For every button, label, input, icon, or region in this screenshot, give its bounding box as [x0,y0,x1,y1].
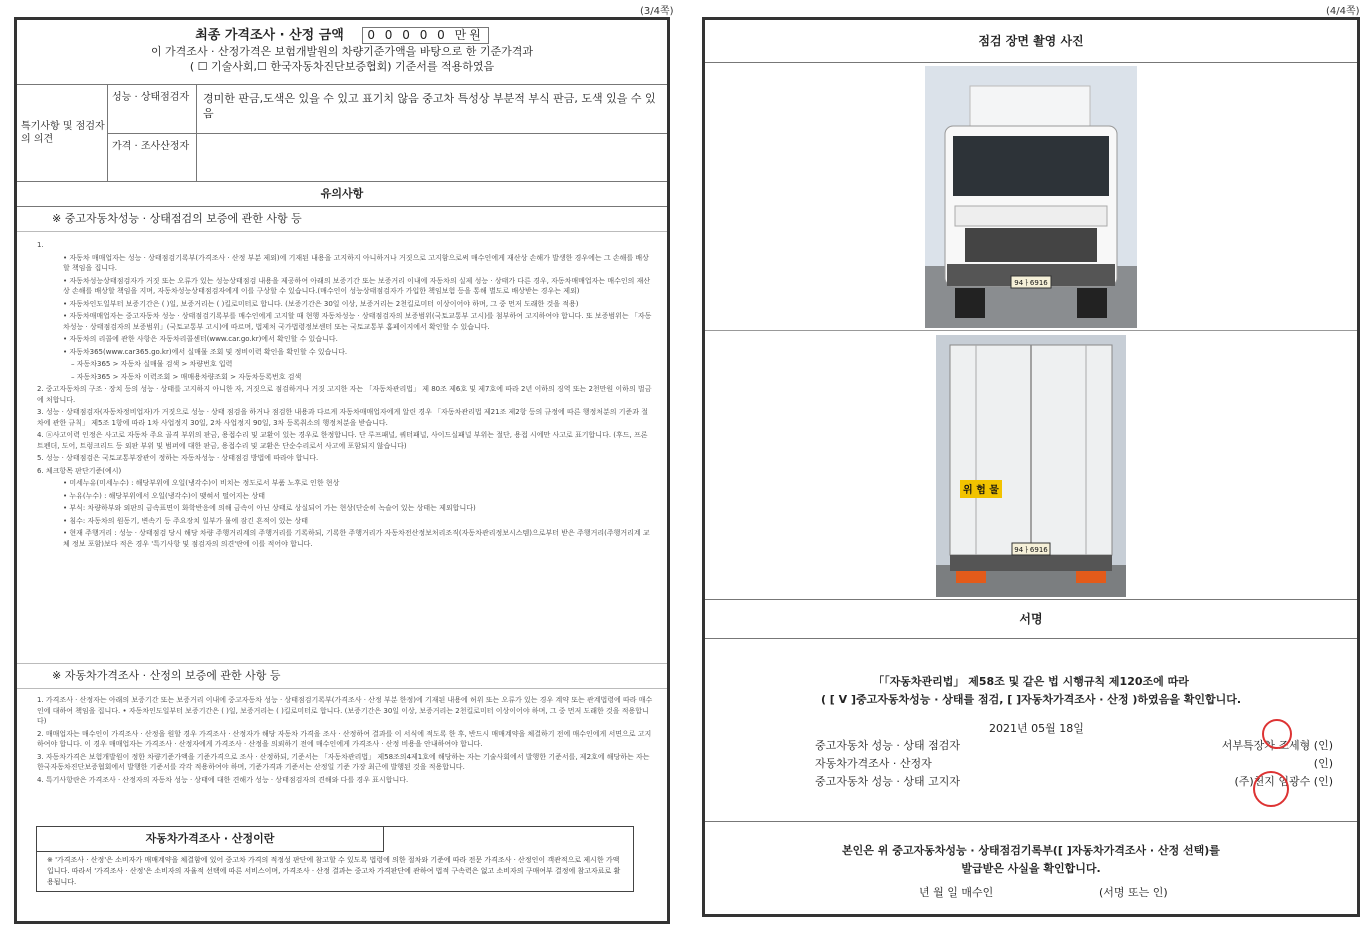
section1-body [17,232,667,664]
list-item: 4. ⓐ사고이력 인정은 사고로 자동차 주요 골격 부위의 판금, 용접수리 및 교환이 있는 경우로 한정합니다. 단 루프패널, 쿼터패널, 사이드실패널 부위는 절단, 용접 시에만 사고로 표기합니다. (후드, 프론트펜더, 도어, 트렁크리드 등 외판 부위 및 범퍼에 대한 판금, 용접수리 및 교환은 단순수리로서 사고에 포함되지 않습니다) [37,431,648,450]
signature-section [705,639,1357,822]
list-item: 3. 성능 · 상태점검자(자동차정비업자)가 거짓으로 성능 · 상태 점검을 하거나 점검한 내용과 다르게 자동차매매업자에게 알린 경우 「자동차관리법 제21조 제2항 등의 규정에 따른 행정처분의 기준과 절차에 관한 규칙」 제5조 1항에 따라 1차 사업정지 30일, 2차 사업정지 90일, 3차 등록취소의 행정처분을 받습니다. [37,408,649,427]
sign-date: 2021년 05월 18일 [989,722,1084,735]
photo-heading: 점검 장면 촬영 사진 [705,20,1357,63]
left-page [14,17,670,924]
list-item: 3. 자동차가격은 보험개발원이 정한 차량기준가액을 기준가격으로 조사 · 산정하되, 기준서는 「자동차관리법」 제58조의4제1호에 해당하는 자는 기술사회에서 발행한 기준서를, 제2호에 해당하는 자는 한국자동차진단보증협회에서 발행한 기준서를 각각 적용하여야 하며, 기준가격과 기준서는 산정일 기준 가장 최근에 발행된 것을 적용합니다. [37,752,650,771]
list-item: • 미세누유(미세누수) : 해당부위에 오일(냉각수)이 비치는 정도로서 부품 노후로 인한 현상 [63,479,340,487]
list-item: • 자동차매매업자는 중고자동차 성능 · 상태점검기록부를 매수인에게 고지할 때 현행 자동차성능 · 상태점검자의 보증범위(국토교통부 고시)를 첨부하여 고지하여야 합니다. 또 보증범위는 「자동차성능 · 상태점검자의 보증범위」(국토교통부 고시)에 따르며, 법제처 국가법령정보센터 또는 국토교통부 홈페이지에서 확인할 수 있습니다. [63,312,652,331]
signer-label: 중고자동차 성능 · 상태 점검자 [815,739,960,752]
price-assessment-info-box [36,826,634,892]
final-price-line2: ( ☐ 기술사회,☐ 한국자동차진단보증협회) 기준서를 적용하였음 [189,60,495,73]
signature-heading: 서명 [705,600,1357,639]
final-price-section [17,20,667,85]
list-item: 6. 체크항목 판단기준(예시) [37,466,122,475]
list-item: 1. [37,241,44,249]
price-assessor-opinion [197,134,667,182]
inspector-opinion: 경미한 판금,도색은 있을 수 있고 표기치 않음 중고차 특성상 부분적 부식 판금, 도색 있을 수 있음 [203,92,656,120]
truck-front-photo [925,66,1137,328]
price-assessor-label: 가격 · 조사산정자 [108,134,197,182]
hazard-label-text: 위 험 물 [963,485,999,496]
signer-row-inspector [815,737,1333,753]
list-item: • 자동차성능상태점검자가 거짓 또는 오류가 있는 성능상태점검 내용을 제공하여 아래의 보증기간 또는 보증거리 이내에 자동차의 실제 성능 · 상태가 다른 경우, 자동차매매업자는 매수인의 재산상 손해를 배상할 책임을 지며, 자동차성능상태점검자에게 이를 구상할 수 있습니다.(매수인이 성능상태점검자가 가입한 책임보험 등을 통해 별도로 배상받는 경우는 제외) [63,276,651,295]
list-item: • 자동차365(www.car365.go.kr)에서 실매물 조회 및 정비이력 확인을 확인할 수 있습니다. [63,347,348,356]
buyer-confirmation-section [705,822,1357,922]
right-page [702,17,1360,917]
signer-label: 중고자동차 성능 · 상태 고지자 [815,775,960,788]
special-notes-section [17,85,667,182]
final-price-line1: 이 가격조사 · 산정가격은 보험개발원의 차량기준가액을 바탕으로 한 기준가격과 [150,45,534,58]
inspection-photos [705,63,1357,600]
notice-title: 유의사항 [17,182,667,207]
final-price-title: 최종 가격조사 · 산정 금액 [195,28,344,43]
truck-rear-image [936,335,1126,597]
sign-statement-line2: ( [ V ]중고자동차성능 · 상태를 점검, [ ]자동차가격조사 · 산정 )하였음을 확인합니다. [820,693,1242,706]
section2-body [17,689,667,839]
list-item: • 자동차의 리콜에 관한 사항은 자동차리콜센터(www.car.go.kr)에서 확인할 수 있습니다. [63,335,338,343]
buyer-line2: 발급받은 사실을 확인합니다. [961,862,1101,875]
seal-mark: (인) [1313,775,1333,788]
inspector-label: 성능 · 상태점검자 [108,85,197,133]
red-seal-stamp-icon [1262,719,1292,749]
list-item: 4. 특기사항란은 가격조사 · 산정자의 자동차 성능 · 상태에 대한 견해가 성능 · 상태점검자의 견해와 다를 경우 표시합니다. [37,775,409,784]
page-number-left: (3/4쪽) [640,6,674,17]
buyer-line1: 본인은 위 중고자동차성능 · 상태점검기록부([ ]자동차가격조사 · 산정 선택)를 [842,844,1220,857]
sign-statement-line1: 「「자동차관리법」 제58조 및 같은 법 시행규칙 제120조에 따라 [873,675,1189,688]
rear-plate-text: 94ㅏ6916 [1014,546,1048,554]
info-box-title: 자동차가격조사 · 산정이란 [37,827,384,852]
info-box-text: ※ '가격조사 · 산정'은 소비자가 매매계약을 체결함에 있어 중고차 가격의 적정성 판단에 참고할 수 있도록 법령에 의한 절차와 기준에 따라 전문 가격조사 · 산정인이 객관적으로 제시한 가액입니다. 따라서 '가격조사 · 산정'은 소비자의 자율적 선택에 따른 서비스이며, 가격조사 · 산정 결과는 중고차 가격판단에 관하여 법적 구속력은 없고 소비자의 구매여부 결정에 참고자료로 활용됩니다. [47,856,621,886]
section1-title: ※ 중고자동차성능 · 상태점검의 보증에 관한 사항 등 [17,207,667,232]
list-item: – 자동차365 > 자동차 실매물 검색 > 차량번호 입력 [71,360,233,368]
red-seal-stamp-icon [1253,771,1289,807]
truck-front-image [925,66,1137,328]
list-item: • 자동차 매매업자는 성능 · 상태점검기록부(가격조사 · 산정 부분 제외)에 기재된 내용을 고지하지 아니하거나 거짓으로 고지함으로써 매수인에게 재산상 손해가 발생한 경우에는 그 손해를 배상할 책임을 집니다. [63,253,649,272]
list-item: – 자동차365 > 자동차 이력조회 > 매매용차량조회 > 자동차등록번호 검색 [71,372,302,381]
list-item: 1. 가격조사 · 산정자는 아래의 보증기간 또는 보증거리 이내에 중고자동차 성능 · 상태점검기록부(가격조사 · 산정 부분 한정)에 기재된 내용에 허위 또는 오류가 있는 경우 계약 또는 관계법령에 따라 매수인에 대하여 책임을 집니다. • 자동차인도일부터 보증기간은 ( )일, 보증거리는 ( )킬로미터로 합니다. (보증기간은 30일 이상, 보증거리는 2천킬로미터 이상이어야 하며, 그 중 먼저 도래한 것을 적용합니다) [37,696,653,725]
signer-name: (주)천지 임광수 [1234,775,1311,788]
list-item: • 현재 주행거리 : 성능 · 상태점검 당시 해당 차량 주행거리계의 주행거리를 기록하되, 기록한 주행거리가 자동차전산정보처리조직(자동차관리정보시스템)으로부터 받은 주행거리(주행거리계 교체 정보 포함)보다 적은 경우 '특기사항 및 점검자의 의견'란에 이를 적어야 합니다. [63,529,650,548]
final-price-amount: 0 0 0 0 0 만원 [362,27,488,44]
seal-mark: (인) [1313,757,1333,770]
buyer-date-line: 년 월 일 매수인 [919,886,994,899]
list-item: • 누유(누수) : 해당부위에서 오일(냉각수)이 맺혀서 떨어지는 상태 [63,491,266,500]
signer-label: 자동차가격조사 · 산정자 [815,757,932,770]
buyer-signature-hint: (서명 또는 인) [1099,886,1168,899]
page-number-right: (4/4쪽) [1326,6,1360,17]
list-item: • 침수: 자동차의 원동기, 변속기 등 주요장치 일부가 물에 잠긴 흔적이 있는 상태 [63,516,309,525]
section2-title: ※ 자동차가격조사 · 산정의 보증에 관한 사항 등 [17,664,667,689]
special-notes-heading: 특기사항 및 점검자의 의견 [17,85,108,181]
signer-name: 서부특장차 조세형 [1221,739,1311,752]
front-plate-text: 94ㅏ6916 [1014,279,1048,287]
seal-mark: (인) [1313,739,1333,752]
list-item: 2. 매매업자는 매수인이 가격조사 · 산정을 원할 경우 가격조사 · 산정자가 해당 자동차 가격을 조사 · 산정하여 결과를 이 서식에 적도록 한 후, 반드시 매매계약을 체결하기 전에 매수인에게 서면으로 고지하여야 합니다. 이 경우 매매업자는 가격조사 · 산정자에게 가격조사 · 산정을 의뢰하기 전에 매수인에게 가격조사 · 산정 비용을 안내하여야 합니다. [37,729,652,748]
list-item: 5. 성능 · 상태점검은 국토교통부장관이 정하는 자동차성능 · 상태점검 방법에 따라야 합니다. [37,454,319,462]
signer-row-assessor [815,755,1333,771]
list-item: 2. 중고자동차의 구조 · 장치 등의 성능 · 상태를 고지하지 아니한 자, 거짓으로 점검하거나 거짓 고지한 자는 「자동차관리법」 제 80조 제6호 및 제7호에 따라 2년 이하의 징역 또는 2천만원 이하의 벌금에 처합니다. [37,385,652,404]
list-item: • 자동차인도일부터 보증기간은 ( )일, 보증거리는 ( )킬로미터로 합니다. (보증기간은 30일 이상, 보증거리는 2천킬로미터 이상이어야 하며, 그 중 먼저 도래한 것을 적용) [63,299,579,308]
list-item: • 부식: 차량하부와 외판의 금속표면이 화학반응에 의해 금속이 아닌 상태로 상실되어 가는 현상(단순히 녹슬어 있는 상태는 제외합니다) [63,504,476,512]
truck-rear-photo [936,335,1126,597]
